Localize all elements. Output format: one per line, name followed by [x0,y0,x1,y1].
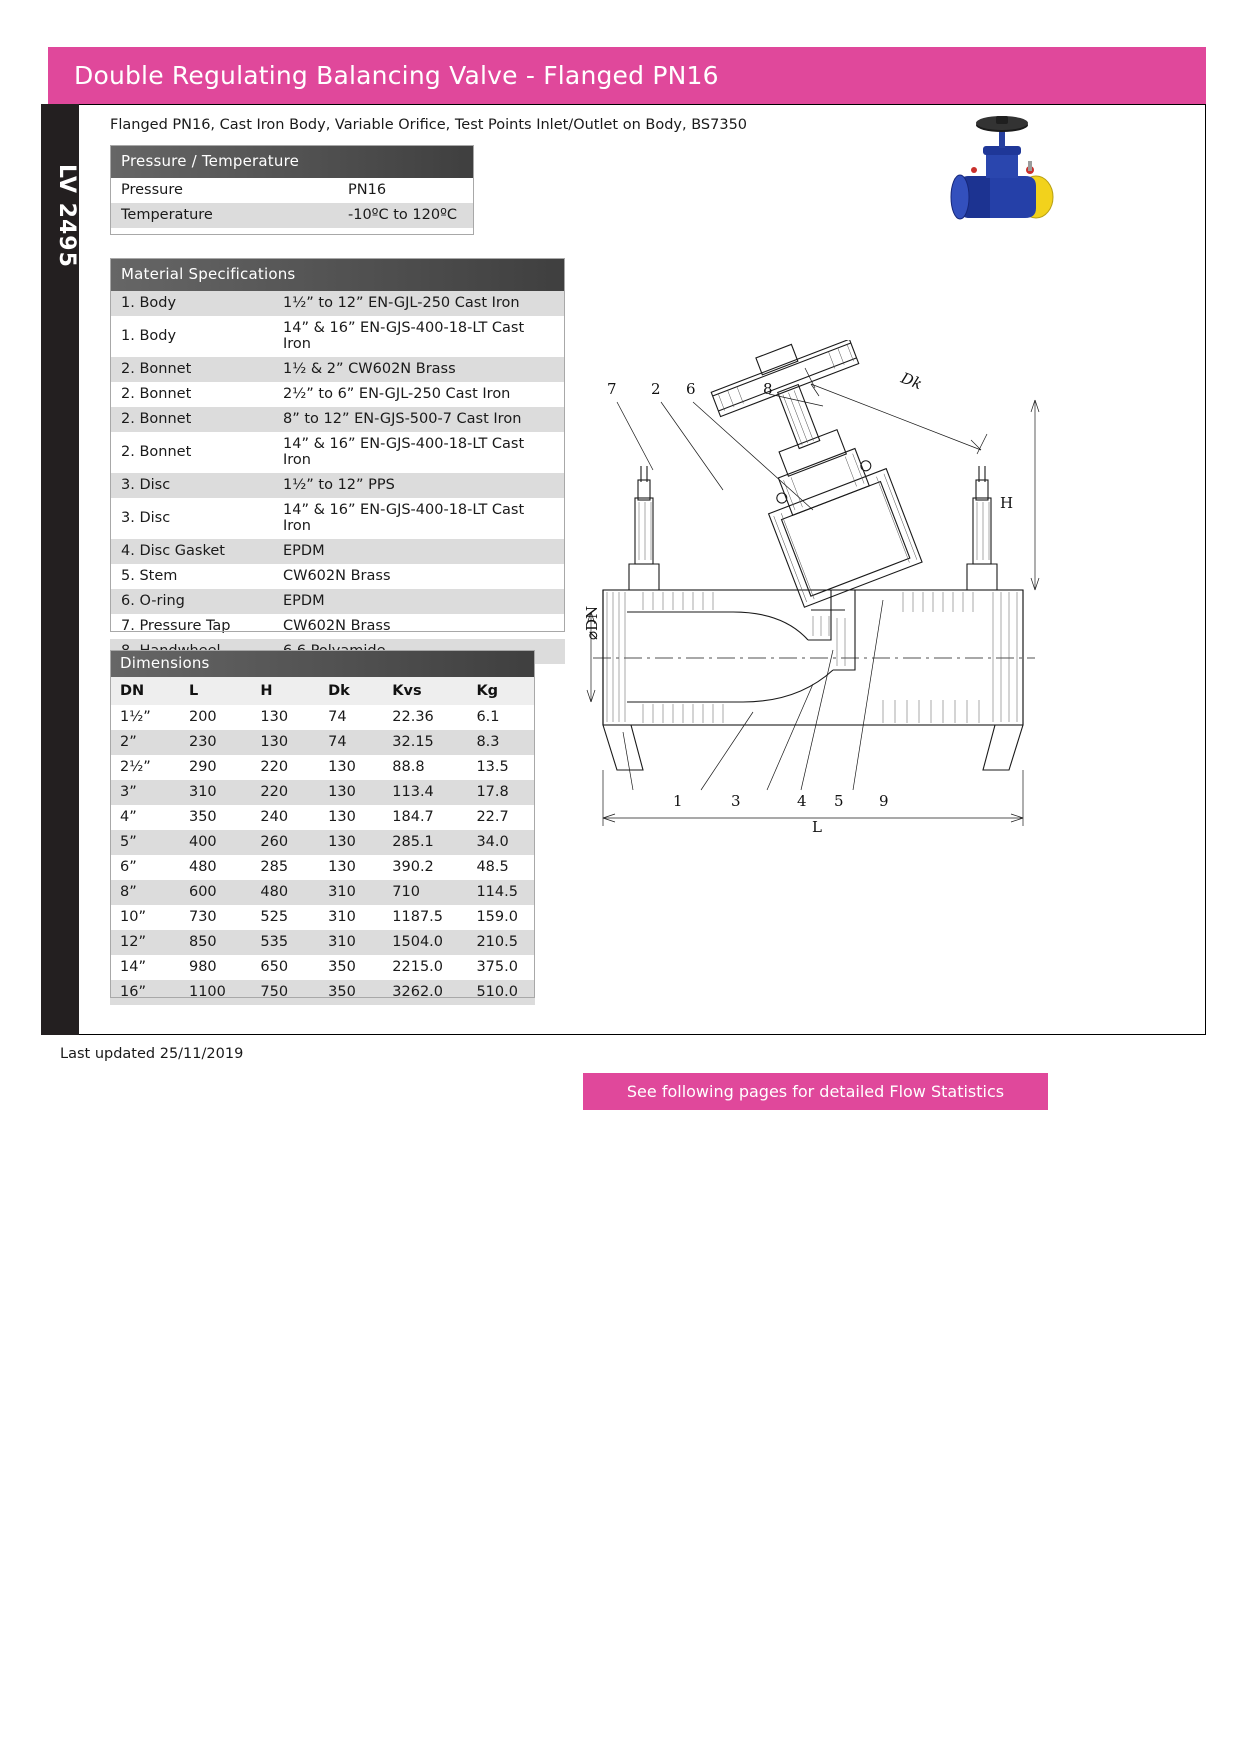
cell-dn: 8” [110,880,179,905]
callout-5: 5 [834,792,844,810]
dimensions-heading: Dimensions [110,650,535,677]
dimension-label-h: H [1000,494,1014,512]
cell-h: 750 [250,980,318,1005]
callout-6: 6 [686,380,696,398]
row-value: 1½” to 12” PPS [272,473,565,498]
cell-dn: 1½” [110,705,179,730]
column-header-h: H [250,677,318,705]
cell-l: 600 [179,880,250,905]
cell-dn: 14” [110,955,179,980]
product-photo [930,112,1065,237]
cell-dk: 130 [318,830,382,855]
cell-dk: 74 [318,705,382,730]
callout-4: 4 [797,792,807,810]
technical-drawing [583,340,1053,850]
cell-dn: 2½” [110,755,179,780]
row-label: 4. Disc Gasket [110,539,272,564]
row-label: 2. Bonnet [110,382,272,407]
cell-l: 1100 [179,980,250,1005]
column-header-dk: Dk [318,677,382,705]
row-value: -10ºC to 120ºC [337,203,474,228]
cell-kg: 159.0 [466,905,535,930]
row-label: 3. Disc [110,498,272,539]
callout-9: 9 [879,792,889,810]
row-value: 8” to 12” EN-GJS-500-7 Cast Iron [272,407,565,432]
cell-kg: 13.5 [466,755,535,780]
intro-description: Flanged PN16, Cast Iron Body, Variable Orifice, Test Points Inlet/Outlet on Body, BS7350 [110,117,748,133]
cell-h: 285 [250,855,318,880]
cell-h: 480 [250,880,318,905]
cell-dk: 130 [318,855,382,880]
cell-kg: 6.1 [466,705,535,730]
row-label: 1. Body [110,291,272,316]
cell-l: 980 [179,955,250,980]
row-label: 6. O-ring [110,589,272,614]
cell-dk: 130 [318,755,382,780]
cell-l: 290 [179,755,250,780]
callout-8: 8 [763,380,773,398]
row-value: EPDM [272,589,565,614]
cell-kg: 114.5 [466,880,535,905]
cell-dn: 2” [110,730,179,755]
cell-kvs: 710 [382,880,466,905]
cell-h: 220 [250,780,318,805]
last-updated-text: Last updated 25/11/2019 [60,1046,244,1062]
row-value: 1½” to 12” EN-GJL-250 Cast Iron [272,291,565,316]
cell-h: 650 [250,955,318,980]
cell-kvs: 1187.5 [382,905,466,930]
cell-kvs: 3262.0 [382,980,466,1005]
cell-dk: 310 [318,905,382,930]
cell-dk: 350 [318,980,382,1005]
cell-l: 400 [179,830,250,855]
flow-statistics-text: See following pages for detailed Flow Statistics [626,1082,1005,1101]
page-header-bar [48,47,1206,104]
cell-kvs: 285.1 [382,830,466,855]
row-value: 1½ & 2” CW602N Brass [272,357,565,382]
callout-3: 3 [731,792,741,810]
cell-kg: 48.5 [466,855,535,880]
cell-kvs: 113.4 [382,780,466,805]
dimensions-border [110,650,535,998]
column-header-dn: DN [110,677,179,705]
row-label: 2. Bonnet [110,407,272,432]
cell-l: 730 [179,905,250,930]
material-specifications-heading: Material Specifications [110,258,565,291]
row-label: Temperature [110,203,337,228]
cell-dn: 10” [110,905,179,930]
row-label: Pressure [110,178,337,203]
row-value: PN16 [337,178,474,203]
row-label: 2. Bonnet [110,432,272,473]
cell-kvs: 390.2 [382,855,466,880]
cell-kg: 8.3 [466,730,535,755]
cell-dn: 6” [110,855,179,880]
cell-dk: 310 [318,880,382,905]
cell-l: 310 [179,780,250,805]
cell-h: 260 [250,830,318,855]
cell-kg: 34.0 [466,830,535,855]
product-code-label: LV 2495 [54,164,79,268]
cell-h: 535 [250,930,318,955]
flow-statistics-banner [583,1073,1048,1110]
row-label: 1. Body [110,316,272,357]
cell-kg: 210.5 [466,930,535,955]
cell-dn: 3” [110,780,179,805]
callout-2: 2 [651,380,661,398]
material-specifications-border [110,258,565,632]
cell-l: 350 [179,805,250,830]
cell-kvs: 88.8 [382,755,466,780]
cell-h: 525 [250,905,318,930]
cell-kvs: 32.15 [382,730,466,755]
cell-h: 220 [250,755,318,780]
cell-kg: 510.0 [466,980,535,1005]
cell-dk: 350 [318,955,382,980]
cell-kg: 375.0 [466,955,535,980]
cell-dk: 74 [318,730,382,755]
cell-l: 200 [179,705,250,730]
dimension-label-dn: ⌀DN [583,605,601,640]
pressure-temperature-border [110,145,474,235]
dimension-label-l: L [812,818,822,836]
callout-1: 1 [673,792,683,810]
cell-kvs: 184.7 [382,805,466,830]
callout-7: 7 [607,380,617,398]
dimension-label-dk: Dk [898,368,925,394]
row-value: 14” & 16” EN-GJS-400-18-LT Cast Iron [272,498,565,539]
cell-kvs: 2215.0 [382,955,466,980]
row-label: 3. Disc [110,473,272,498]
cell-l: 850 [179,930,250,955]
cell-dn: 5” [110,830,179,855]
row-value: EPDM [272,539,565,564]
cell-dk: 130 [318,780,382,805]
row-value: CW602N Brass [272,614,565,639]
row-value: 14” & 16” EN-GJS-400-18-LT Cast Iron [272,432,565,473]
cell-dn: 12” [110,930,179,955]
row-value: CW602N Brass [272,564,565,589]
cell-l: 480 [179,855,250,880]
page-title: Double Regulating Balancing Valve - Flanged PN16 [74,61,719,90]
row-label: 7. Pressure Tap [110,614,272,639]
cell-h: 130 [250,730,318,755]
cell-dn: 16” [110,980,179,1005]
row-label: 2. Bonnet [110,357,272,382]
cell-dk: 130 [318,805,382,830]
cell-l: 230 [179,730,250,755]
row-label: 5. Stem [110,564,272,589]
cell-kg: 22.7 [466,805,535,830]
cell-dk: 310 [318,930,382,955]
row-value: 14” & 16” EN-GJS-400-18-LT Cast Iron [272,316,565,357]
cell-dn: 4” [110,805,179,830]
pressure-temperature-heading: Pressure / Temperature [110,145,474,178]
column-header-kg: Kg [466,677,535,705]
cell-kvs: 22.36 [382,705,466,730]
cell-h: 130 [250,705,318,730]
column-header-kvs: Kvs [382,677,466,705]
cell-kg: 17.8 [466,780,535,805]
cell-h: 240 [250,805,318,830]
column-header-l: L [179,677,250,705]
row-value: 2½” to 6” EN-GJL-250 Cast Iron [272,382,565,407]
cell-kvs: 1504.0 [382,930,466,955]
